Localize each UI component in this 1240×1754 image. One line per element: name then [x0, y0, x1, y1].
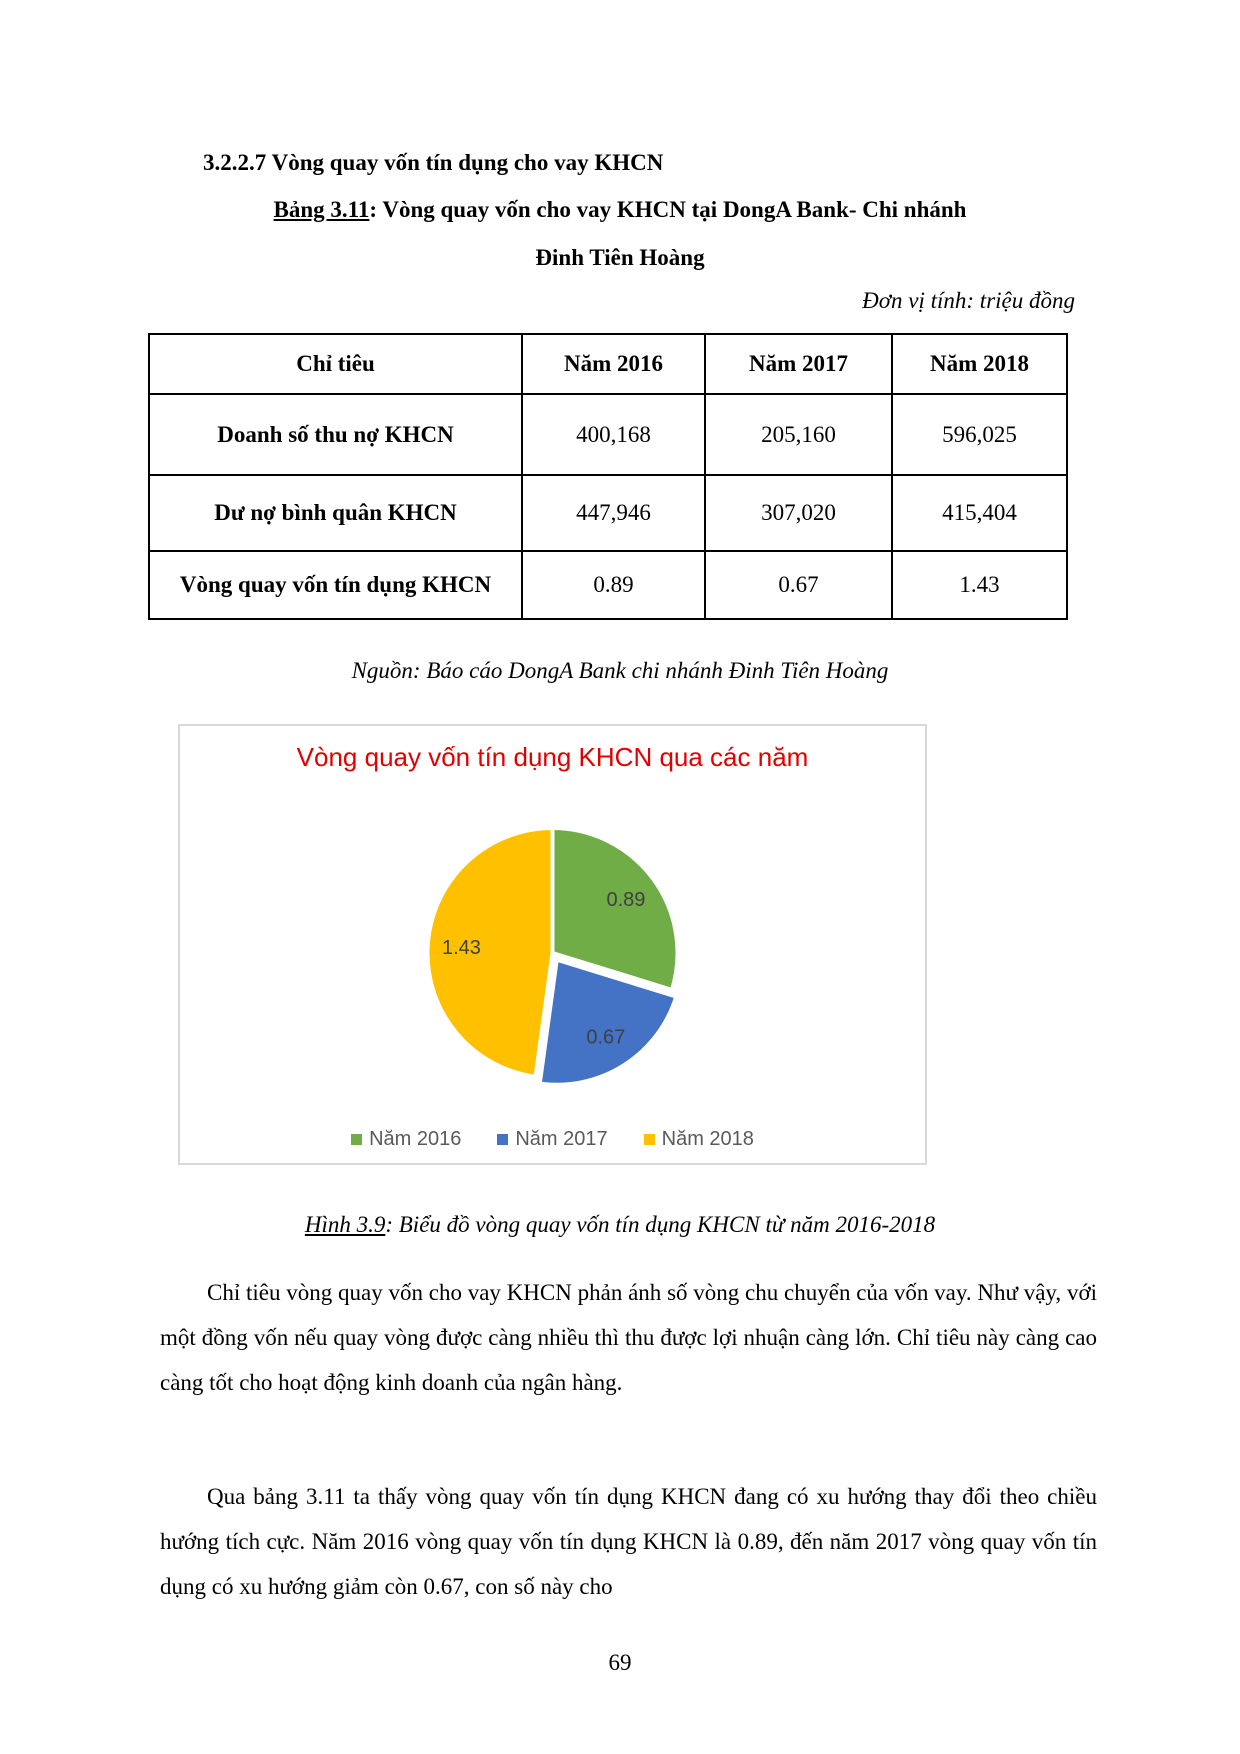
legend-item	[497, 1128, 607, 1151]
table-caption-line2: Đinh Tiên Hoàng	[535, 245, 705, 270]
pie-data-label: 0.67	[586, 1026, 626, 1049]
table-cell: 205,160	[705, 394, 892, 475]
table-cell: 447,946	[522, 475, 705, 551]
column-header: Năm 2018	[892, 334, 1067, 394]
body-paragraph: Chỉ tiêu vòng quay vốn cho vay KHCN phản ánh số vòng chu chuyển của vốn vay. Như vậy, với một đồng vốn nếu quay vòng được càng nhiều thì thu được lợi nhuận càng lớn. Chỉ tiêu này càng cao càng tốt cho hoạt động kinh doanh của ngân hàng.	[160, 1280, 1097, 1395]
table-cell: 0.67	[705, 551, 892, 619]
table-caption-label: Bảng 3.11	[273, 197, 370, 222]
legend-label: Năm 2018	[661, 1128, 754, 1150]
figure-caption-label: Hình 3.9	[304, 1212, 386, 1237]
chart-container	[178, 724, 927, 1165]
source-note: Nguồn: Báo cáo DongA Bank chi nhánh Đinh Tiên Hoàng	[351, 658, 889, 683]
legend-label: Năm 2017	[515, 1128, 608, 1150]
column-header: Năm 2016	[522, 334, 705, 394]
chart-title: Vòng quay vốn tín dụng KHCN qua các năm	[296, 742, 809, 772]
table-body	[149, 394, 1067, 619]
row-label: Vòng quay vốn tín dụng KHCN	[149, 551, 522, 619]
table-cell: 0.89	[522, 551, 705, 619]
column-header: Chỉ tiêu	[149, 334, 522, 394]
table-caption-text: : Vòng quay vốn cho vay KHCN tại DongA Bank- Chi nhánh	[369, 197, 967, 222]
row-label: Doanh số thu nợ KHCN	[149, 394, 522, 475]
unit-note: Đơn vị tính: triệu đồng	[862, 288, 1075, 313]
table-cell: 415,404	[892, 475, 1067, 551]
table-cell: 1.43	[892, 551, 1067, 619]
legend-label: Năm 2016	[369, 1128, 462, 1150]
column-header: Năm 2017	[705, 334, 892, 394]
legend-item	[644, 1128, 754, 1151]
legend-item	[351, 1128, 461, 1151]
table-cell: 596,025	[892, 394, 1067, 475]
figure-caption-text: : Biểu đồ vòng quay vốn tín dụng KHCN từ năm 2016-2018	[385, 1212, 936, 1237]
row-label: Dư nợ bình quân KHCN	[149, 475, 522, 551]
legend-swatch-icon	[351, 1134, 362, 1145]
table-header-row	[149, 334, 1067, 394]
legend-swatch-icon	[497, 1134, 508, 1145]
table-row	[149, 475, 1067, 551]
table-cell: 307,020	[705, 475, 892, 551]
data-table	[148, 333, 1068, 620]
table-row	[149, 394, 1067, 475]
pie-data-label: 1.43	[441, 936, 481, 959]
legend-swatch-icon	[644, 1134, 655, 1145]
table-caption-line1	[152, 186, 1088, 234]
figure-caption	[152, 1212, 1088, 1238]
pie-data-label: 0.89	[606, 888, 646, 911]
table-caption	[152, 186, 1088, 282]
pie-chart	[180, 726, 925, 1163]
body-paragraph: Qua bảng 3.11 ta thấy vòng quay vốn tín dụng KHCN đang có xu hướng thay đổi theo chiều hướng tích cực. Năm 2016 vòng quay vốn tín dụng KHCN là 0.89, đến năm 2017 vòng quay vốn tín dụng có xu hướng giảm còn 0.67, con số này cho	[160, 1484, 1097, 1599]
section-heading: 3.2.2.7 Vòng quay vốn tín dụng cho vay KHCN	[203, 150, 664, 175]
table-cell: 400,168	[522, 394, 705, 475]
page-number: 69	[608, 1650, 632, 1675]
chart-legend	[180, 1128, 925, 1151]
table-row	[149, 551, 1067, 619]
